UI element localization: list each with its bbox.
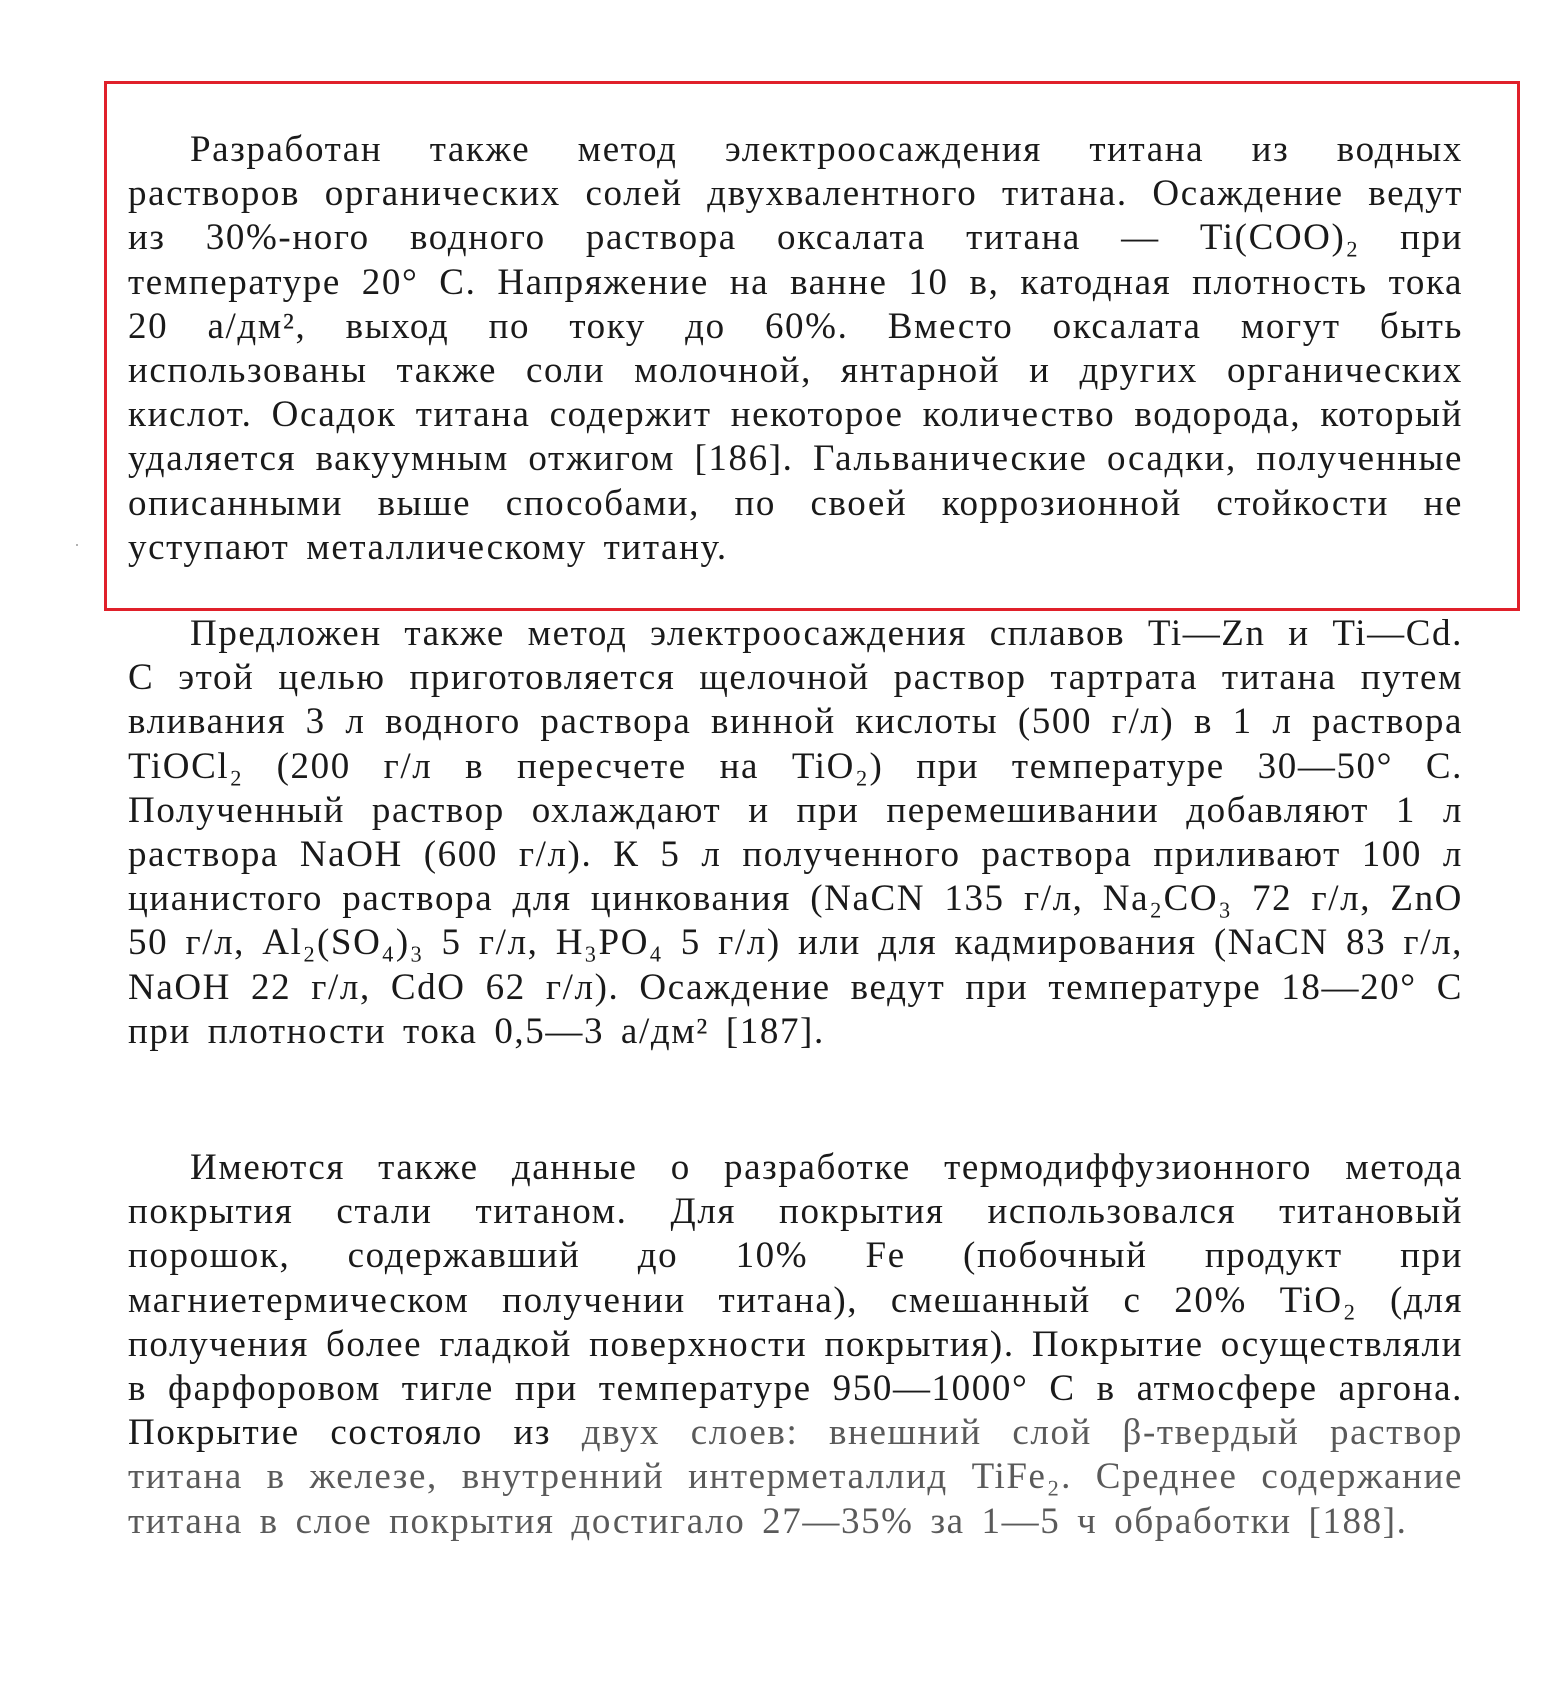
scan-speck — [76, 544, 78, 546]
paragraph-text: Разработан также метод электроосаждения титана из водных растворов органических солей двухвалентного титана. Осаждение ведут из 30%-ного водного раствора оксалата титана — Ti(COO)₂ при температуре 20° С. Напряжение на ванне 10 в, катодная плотность тока 20 а/дм², выход по току до 60%. Вместо оксалата могут быть использованы также соли молочной, янтарной и других органических кислот. Осадок титана содержит некоторое количество водорода, который удаляется вакуумным отжигом [186]. Гальванические осадки, полученные описанными выше способами, по своей коррозионной стойкости не уступают металлическому титану. — [128, 129, 1463, 568]
paragraph-thermodiffusion — [128, 1146, 1463, 1544]
paragraph-alloy-deposition — [128, 612, 1463, 1054]
paragraph-text: Имеются также данные о разработке термодиффузионного метода покрытия стали титаном. Для покрытия использовался титановый порошок, содержавший до 10% Fe (побочный продукт при магниетермическом получении титана), смешанный с 20% TiO₂ (для получения более гладкой поверхности покрытия). Покрытие осуществляли в фарфоровом тигле при температуре 950—1000° С в атмосфере аргона. Покрытие состояло из — [128, 1147, 1463, 1454]
paragraph-faded-text: двух слоев: внешний слой β-твердый раствор титана в железе, внутренний интерметаллид TiFe₂. Среднее содержание титана в слое покрытия достигало 27—35% за 1—5 ч обработки [188]. — [128, 1412, 1463, 1542]
paragraph-electrodeposition-oxalate — [128, 128, 1463, 570]
paragraph-text: Предложен также метод электроосаждения сплавов Ti—Zn и Ti—Cd. С этой целью приготовляется щелочной раствор тартрата титана путем вливания 3 л водного раствора винной кислоты (500 г/л) в 1 л раствора TiOCl₂ (200 г/л в пересчете на TiO₂) при температуре 30—50° С. Полученный раствор охлаждают и при перемешивании добавляют 1 л раствора NaOH (600 г/л). К 5 л полученного раствора приливают 100 л цианистого раствора для цинкования (NaCN 135 г/л, Na₂CO₃ 72 г/л, ZnO 50 г/л, Al₂(SO₄)₃ 5 г/л, H₃PO₄ 5 г/л) или для кадмирования (NaCN 83 г/л, NaOH 22 г/л, CdO 62 г/л). Осаждение ведут при температуре 18—20° С при плотности тока 0,5—3 а/дм² [187]. — [128, 613, 1463, 1052]
